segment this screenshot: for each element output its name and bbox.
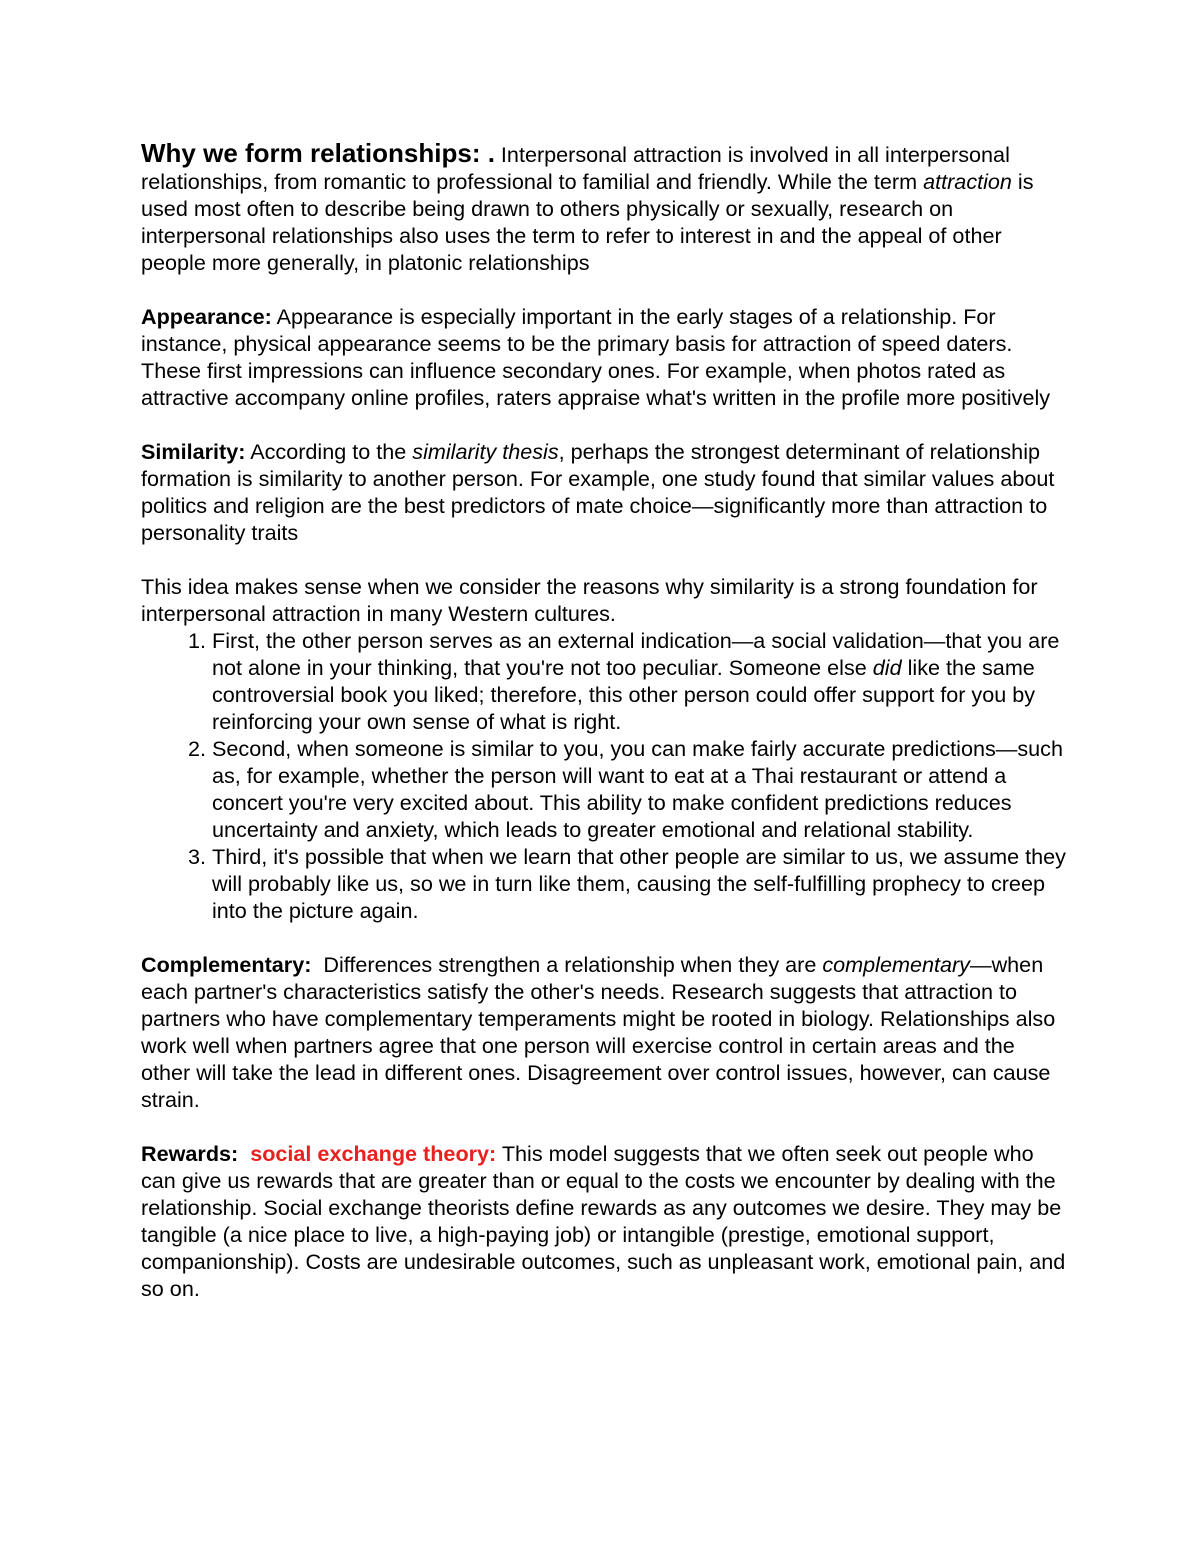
text-why-1: Interpersonal attraction is involved in all interpersonal relationships, from romantic to professional to familial and friendly. While the term	[141, 142, 1010, 194]
text-similarity-2: , perhaps the strongest determinant of relationship formation is similarity to another person. For example, one study found that similar values about politics and religion are the best predictors of mate choice—significantly more than attraction to personality traits	[141, 439, 1055, 545]
emphasis-did: did	[872, 655, 902, 680]
heading-complementary: Complementary:	[141, 952, 312, 977]
document-page	[141, 140, 1066, 1329]
heading-rewards: Rewards:	[141, 1141, 239, 1166]
emphasis-complementary: complementary	[822, 952, 970, 977]
text-appearance: Appearance is especially important in the early stages of a relationship. For instance, physical appearance seems to be the primary basis for attraction of speed daters. These first impressions can influence secondary ones. For example, when photos rated as attractive accompany online profiles, raters appraise what's written in the profile more positively	[141, 304, 1051, 410]
paragraph-complementary	[141, 951, 1066, 1113]
paragraph-similarity	[141, 438, 1066, 546]
text-why-2: is used most often to describe being drawn to others physically or sexually, research on interpersonal relationships also uses the term to refer to interest in and the appeal of other people more generally, in platonic relationships	[141, 169, 1034, 275]
heading-appearance: Appearance:	[141, 304, 272, 329]
paragraph-appearance	[141, 303, 1066, 411]
emphasis-similarity-thesis: similarity thesis	[412, 439, 559, 464]
list-item	[212, 627, 1066, 735]
reason-3-text: Third, it's possible that when we learn that other people are similar to us, we assume they will probably like us, so we in turn like them, causing the self-fulfilling prophecy to creep into the picture again.	[212, 844, 1066, 923]
paragraph-idea: This idea makes sense when we consider the reasons why similarity is a strong foundation for interpersonal attraction in many Western cultures.	[141, 574, 1038, 626]
reason-1-text-2: like the same controversial book you liked; therefore, this other person could offer support for you by reinforcing your own sense of what is right.	[212, 655, 1036, 734]
text-complementary-1: Differences strengthen a relationship when they are	[311, 952, 823, 977]
heading-similarity: Similarity:	[141, 439, 246, 464]
heading-why: Why we form relationships: .	[141, 138, 495, 168]
reasons-list	[141, 627, 1066, 924]
text-complementary-2: —when each partner's characteristics satisfy the other's needs. Research suggests that attraction to partners who have complementary temperaments might be rooted in biology. Relationships also work well when partners agree that one person will exercise control in certain areas and the other will take the lead in different ones. Disagreement over control issues, however, can cause strain.	[141, 952, 1056, 1112]
reason-2-text: Second, when someone is similar to you, you can make fairly accurate predictions—such as, for example, whether the person will want to eat at a Thai restaurant or attend a concert you're very excited about. This ability to make confident predictions reduces uncertainty and anxiety, which leads to greater emotional and relational stability.	[212, 736, 1063, 842]
emphasis-attraction: attraction	[923, 169, 1012, 194]
paragraph-rewards	[141, 1140, 1066, 1302]
highlight-social-exchange-theory: social exchange theory:	[250, 1141, 497, 1166]
text-similarity-1: According to the	[245, 439, 413, 464]
reason-1-text-1: First, the other person serves as an external indication—a social validation—that you are not alone in your thinking, that you're not too peculiar. Someone else	[212, 628, 1060, 680]
list-item	[212, 735, 1066, 843]
text-rewards: This model suggests that we often seek out people who can give us rewards that are greater than or equal to the costs we encounter by dealing with the relationship. Social exchange theorists define rewards as any outcomes we desire. They may be tangible (a nice place to live, a high-paying job) or intangible (prestige, emotional support, companionship). Costs are undesirable outcomes, such as unpleasant work, emotional pain, and so on.	[141, 1141, 1066, 1301]
paragraph-why	[141, 140, 1066, 276]
rewards-spacer	[238, 1141, 250, 1166]
list-item	[212, 843, 1066, 924]
